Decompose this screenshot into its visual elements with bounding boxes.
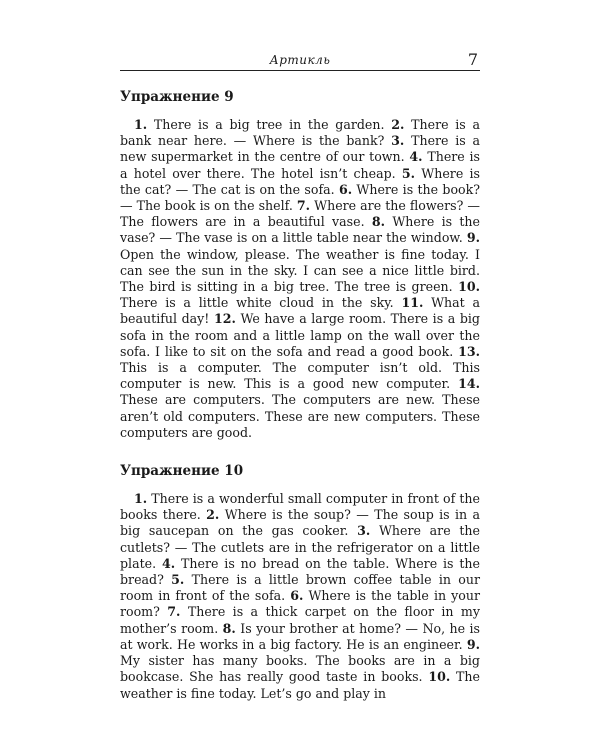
sentence-number: 6. xyxy=(290,588,304,604)
sentence-text: Where is the book? — The book is on the shelf. xyxy=(120,181,481,214)
sentence-text: Where is the soup? — The soup is in a big saucepan on the gas cooker. xyxy=(120,507,480,539)
running-head xyxy=(120,52,480,71)
sentence-number: 7. xyxy=(167,604,181,620)
sentence-text: My sister has many books. The books are in a big bookcase. She has really good taste in books. xyxy=(120,653,480,685)
exercise-body xyxy=(120,491,480,702)
exercise-body xyxy=(120,117,480,441)
exercise-10 xyxy=(120,463,480,702)
sentence-number: 4. xyxy=(409,149,423,165)
sentence-text: There is a thick carpet on the floor in my mother’s room. xyxy=(120,604,480,636)
exercise-title: Упражнение 9 xyxy=(120,89,234,105)
sentence-text: Open the window, please. The weather is fine today. I can see the sun in the sky. I can see a nice little bird. The bird is sitting in a big tree. The tree is green. xyxy=(120,246,480,295)
sentence-number: 10. xyxy=(458,279,480,295)
sentence-number: 14. xyxy=(458,376,480,392)
sentence-number: 8. xyxy=(222,620,236,636)
sentence-text: There is a big tree in the garden. xyxy=(147,117,392,132)
sentence-number: 8. xyxy=(371,214,386,230)
exercise-9 xyxy=(120,89,480,441)
sentence-text: We have a large room. There is a big sofa in the room and a little lamp on the wall over the sofa. I like to sit on the sofa and read a good book. xyxy=(120,311,480,359)
sentence-text: The weather is fine today. Let’s go and play in xyxy=(120,669,480,701)
sentence-text: Where are the flowers? — The flowers are in a beautiful vase. xyxy=(120,198,481,230)
sentence-text: There is a wonderful small computer in front of the books there. xyxy=(120,491,480,523)
sentence-number: 1. xyxy=(134,117,148,132)
running-title: Артикль xyxy=(269,53,331,67)
sentence-number: 4. xyxy=(161,555,176,571)
sentence-text: This is a computer. The computer isn’t old. This computer is new. This is a good new computer. xyxy=(120,360,480,392)
sentence-number: 7. xyxy=(296,198,311,214)
sentence-number: 3. xyxy=(357,523,371,539)
sentence-text: What a beautiful day! xyxy=(120,295,480,327)
sentence-number: 2. xyxy=(206,507,220,523)
sentence-number: 12. xyxy=(213,311,236,327)
sentence-number: 5. xyxy=(401,165,416,181)
sentence-text: Where is the table in your room? xyxy=(120,588,480,620)
sentence-number: 2. xyxy=(391,117,405,132)
sentence-number: 9. xyxy=(466,230,480,246)
sentence-number: 9. xyxy=(466,636,480,652)
book-page xyxy=(120,52,480,702)
exercise-title: Упражнение 10 xyxy=(120,463,244,480)
sentence-number: 13. xyxy=(458,343,480,359)
sentence-text: There is a little white cloud in the sky. xyxy=(120,295,402,311)
sentence-number: 3. xyxy=(391,133,405,149)
sentence-text: Where are the cutlets? — The cutlets are in the refrigerator on a little plate. xyxy=(120,523,480,571)
sentence-text: These are computers. The computers are new. These aren’t old computers. These are new computers. These computers are good. xyxy=(120,392,480,440)
sentence-number: 10. xyxy=(428,669,451,685)
sentence-text: There is a hotel over there. The hotel isn’t cheap. xyxy=(120,149,480,181)
sentence-number: 1. xyxy=(134,491,148,507)
sentence-text: Is your brother at home? — No, he is at work. He works in a big factory. He is an engineer. xyxy=(120,620,481,652)
sentence-number: 6. xyxy=(338,181,353,197)
sentence-text: There is no bread on the table. Where is the bread? xyxy=(120,555,480,588)
page-number: 7 xyxy=(467,50,478,69)
sentence-text: Where is the cat? — The cat is on the sofa. xyxy=(120,165,480,197)
sentence-text: There is a new supermarket in the centre of our town. xyxy=(120,133,480,165)
sentence-text: There is a little brown coffee table in our room in front of the sofa. xyxy=(120,572,480,604)
sentence-text: There is a bank near here. — Where is the bank? xyxy=(120,117,480,149)
sentence-text: Where is the vase? — The vase is on a little table near the window. xyxy=(120,214,480,246)
sentence-number: 5. xyxy=(171,572,185,588)
sentence-number: 11. xyxy=(401,295,424,311)
